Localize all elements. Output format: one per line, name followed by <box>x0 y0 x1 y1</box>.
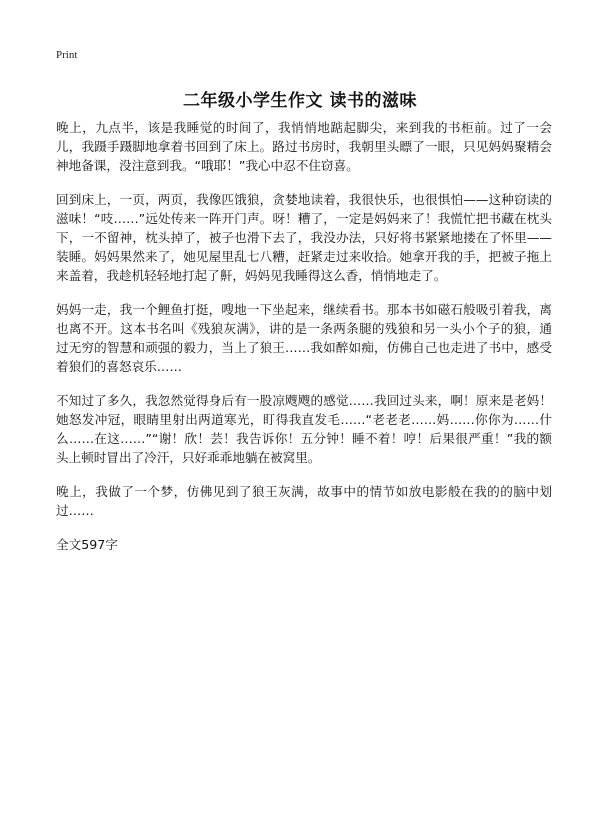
print-link[interactable]: Print <box>56 49 78 61</box>
article-paragraph: 回到床上，一页，两页，我像匹饿狼，贪婪地读着，我很快乐，也很惧怕——这种窃读的滋味！“吱……”远处传来一阵开门声。呀！糟了，一定是妈妈来了！我慌忙把书藏在枕头下，一不留神，枕头掉了，被子也滑下去了，我没办法，只好将书紧紧地搂在了怀里——装睡。妈妈果然来了，她见屋里乱七八糟，赶紧走过来收拾。她拿开我的手，把被子拖上来盖着，我趁机轻轻地打起了鼾，妈妈见我睡得这么香，悄悄地走了。 <box>56 192 552 283</box>
article-title: 二年级小学生作文 读书的滋味 <box>183 91 417 112</box>
article-paragraph: 妈妈一走，我一个鲤鱼打挺，嗖地一下坐起来，继续看书。那本书如磁石般吸引着我，离也离不开。这本书名叫《残狼灰满》，讲的是一条两条腿的残狼和另一头小个子的狼，通过无穷的智慧和顽强的毅力，当上了狼王……我如醉如痴，仿佛自己也走进了书中，感受着狼们的喜怒哀乐…… <box>56 302 552 374</box>
article-paragraph: 不知过了多久，我忽然觉得身后有一股凉飕飕的感觉……我回过头来，啊！原来是老妈！她怒发冲冠，眼睛里射出两道寒光，盯得我直发毛……“老老老……妈……你你为……什么……在这……”“谢！欣！芸！我告诉你！五分钟！睡不着！哼！后果很严重！”我的额头上顿时冒出了冷汗，只好乖乖地躺在被窝里。 <box>56 393 552 465</box>
article-body <box>56 118 552 554</box>
article-paragraph: 晚上，九点半，该是我睡觉的时间了，我悄悄地踮起脚尖，来到我的书柜前。过了一会儿，我蹑手蹑脚地拿着书回到了床上。路过书房时，我朝里头瞟了一眼，只见妈妈聚精会神地备课，没注意到我。“哦耶！”我心中忍不住窃喜。 <box>56 120 552 173</box>
word-count: 全文597字 <box>56 537 118 552</box>
article-paragraph: 晚上，我做了一个梦，仿佛见到了狼王灰满，故事中的情节如放电影般在我的的脑中划过…… <box>56 484 552 518</box>
